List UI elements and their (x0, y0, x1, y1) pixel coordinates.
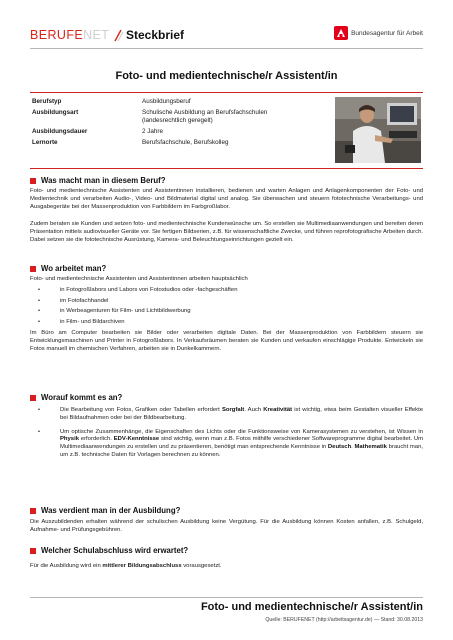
header-divider (30, 48, 423, 49)
list-item: • im Fotofachhandel (30, 296, 423, 307)
list-item: • in Film- und Bildarchiven (30, 317, 423, 328)
info-key: Lernorte (32, 139, 58, 146)
beruf-paragraph-1: Foto- und medientechnische Assistenten und Assistentinnen installieren, bedienen und warten Anlagen und Anlagenkomponenten der Foto- und Medientechnik und verarbeiten Audio-, Video- und Bildmaterial digital und analog. Sie überwachen und steuern fototechnische Verarbeitungs- und Ausgabegeräte bei der Massenproduktion von Farbbildern im Farbgroßlabor. (30, 188, 423, 210)
schulabschluss-paragraph: Für die Ausbildung wird ein mittlerer Bildungsabschluss vorausgesetzt. (30, 563, 222, 569)
arbeit-paragraph-2: Im Büro am Computer bearbeiten sie Bilder oder verarbeiten digitale Daten. Bei der Massenproduktion von Farbbildern steuern sie Entwicklungsmaschinen und Printer in Fotogroßlabors. In Verkaufsräumen beraten sie Kunden und verkaufen einschlägige Produkte. Entwickeln sie Fotos manuell im chemischen Verfahren, arbeiten sie in Dunkelkammern. (30, 330, 423, 352)
verdienst-paragraph: Die Auszubildenden erhalten während der schulischen Ausbildung keine Vergütung. Für die Ausbildung können Kosten anfallen, z.B. Schulgeld, Aufnahme- und Prüfungsgebühren. (30, 519, 423, 533)
section-heading-verdienst: Was verdient man in der Ausbildung? (30, 506, 180, 515)
section-heading-arbeit: Wo arbeitet man? (30, 264, 106, 273)
info-row (32, 109, 312, 128)
footer-title: Foto- und medientechnische/r Assistent/in (200, 601, 423, 613)
info-key: Ausbildungsdauer (32, 128, 88, 135)
info-row (32, 128, 312, 139)
bullet-square-icon (30, 395, 36, 401)
header-subtitle: Steckbrief (126, 28, 185, 42)
info-box (30, 92, 423, 169)
page-title: Foto- und medientechnische/r Assistent/in (115, 70, 338, 82)
info-key: Ausbildungsart (32, 109, 79, 116)
info-value: Schulische Ausbildung an Berufsfachschulen (landesrechtlich geregelt) (142, 109, 268, 124)
info-value: Ausbildungsberuf (142, 98, 191, 105)
footer-source: Quelle: BERUFENET (http://arbeitsagentur.de) — Stand: 30.08.2013 (265, 617, 423, 623)
agency-name: Bundesagentur für Arbeit (351, 29, 423, 37)
list-item: • Um optische Zusammenhänge, die Eigenschaften des Lichts oder die Funktionsweise von Kamerasystemen zu verstehen, ist Wissen in Physik erforderlich. EDV-Kenntnisse sind wichtig, wenn man z.B. Fotos mithilfe verschiedener Softwareprogramme digital bearbeitet. Um Multimediaanwendungen zu erstellen und zu präsentieren, benötigt man entsprechende Kenntnisse in Deutsch. Mathematik braucht man, um z.B. technische Daten für Vorlagen berechnen zu können. (38, 428, 424, 458)
info-value: 2 Jahre (142, 128, 164, 135)
info-row (32, 139, 312, 150)
bullet-square-icon (30, 508, 36, 514)
info-value: Berufsfachschule, Berufskolleg (142, 139, 229, 146)
arbeit-intro: Foto- und medientechnische Assistenten und Assistentinnen arbeiten hauptsächlich (30, 276, 248, 282)
section-heading-worauf: Worauf kommt es an? (30, 393, 122, 402)
list-item: • in Fotogroßlabors und Labors von Fotostudios oder -fachgeschäften (30, 285, 423, 296)
beruf-paragraph-2: Zudem beraten sie Kunden und setzen foto- und medientechnische Kundenwünsche um. So erstellen sie Multimediaanwendungen und bereiten deren Präsentation mittels audiovisueller Geräte vor. Sie fertigen Bildserien, z.B. für wissenschaftliche Zwecke, und führen reprofotografische Arbeiten durch. Dabei setzen sie die fototechnische Ausrüstung, Kamera- und Beleuchtungseinrichtungen gezielt ein. (30, 221, 423, 243)
bullet-square-icon (30, 266, 36, 272)
footer-divider (30, 597, 423, 598)
arbeit-list (30, 285, 423, 327)
berufenet-logo: BERUFENET (30, 28, 110, 42)
profession-photo (335, 97, 421, 163)
brand-slash-icon (112, 29, 124, 42)
worauf-list (30, 407, 423, 466)
list-item: • Die Bearbeitung von Fotos, Grafiken oder Tabellen erfordert Sorgfalt. Auch Kreativität ist wichtig, etwa beim Gestalten visueller Effekte bei Bildaufnahmen oder bei der Bildbearbeitung. (38, 407, 424, 421)
info-row (32, 98, 312, 109)
info-key: Berufstyp (32, 98, 62, 105)
bullet-square-icon (30, 178, 36, 184)
section-heading-beruf: Was macht man in diesem Beruf? (30, 176, 166, 185)
info-table (32, 98, 312, 150)
section-heading-schulabschluss: Welcher Schulabschluss wird erwartet? (30, 546, 188, 555)
bullet-square-icon (30, 548, 36, 554)
page-header (30, 28, 423, 50)
agency-logo (334, 26, 423, 40)
list-item: • in Werbeagenturen für Film- und Lichtbildwerbung (30, 306, 423, 317)
agency-emblem-icon (334, 26, 348, 40)
